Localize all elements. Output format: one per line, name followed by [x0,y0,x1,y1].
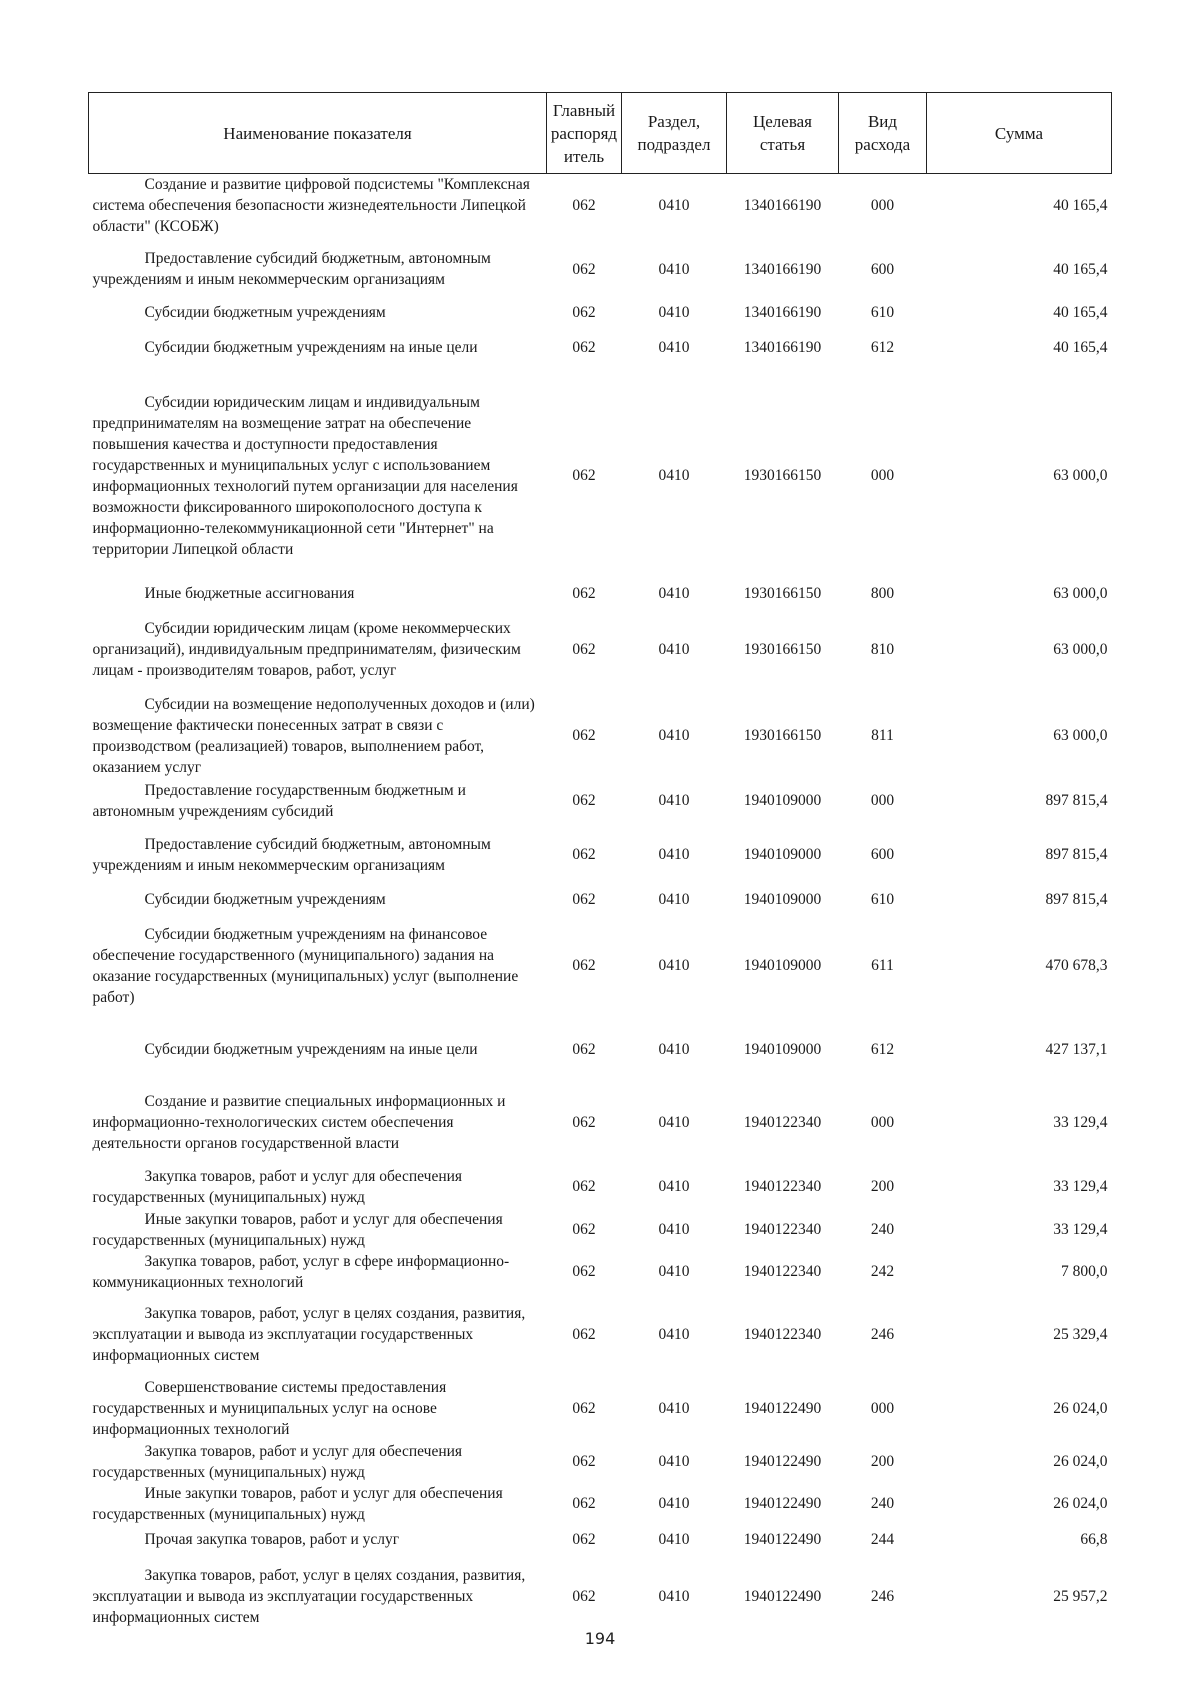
row-name: Субсидии на возмещение недополученных доходов и (или) возмещение фактически понесенных затрат в связи с производством (реализацией) товаров, выполнением работ, оказанием услуг [92,695,535,776]
table-row [89,238,1112,301]
row-sum: 63 000,0 [1053,585,1108,602]
row-target: 1940122340 [743,1178,822,1195]
row-name: Предоставление субсидий бюджетным, автономным учреждениям и иным некоммерческим организациям [92,250,491,288]
row-kind: 244 [870,1531,895,1548]
row-grbs: 062 [572,585,596,602]
row-kind: 000 [870,792,895,809]
row-sum: 470 678,3 [1045,957,1108,974]
row-kind: 200 [870,1178,895,1195]
table-row [89,371,1112,581]
row-target: 1340166190 [743,260,822,278]
row-section: 0410 [658,792,690,809]
row-kind: 246 [870,1588,895,1605]
row-kind: 000 [870,1400,895,1417]
row-sum: 25 957,2 [1053,1588,1108,1605]
table-row [89,1555,1112,1639]
row-target: 1340166190 [743,304,822,321]
row-kind: 240 [870,1221,895,1238]
table-row [89,325,1112,371]
row-sum: 897 815,4 [1045,846,1108,863]
row-section: 0410 [658,1263,690,1280]
row-target: 1930166150 [743,467,822,484]
row-target: 1940122490 [743,1495,822,1512]
row-name: Закупка товаров, работ и услуг для обеспечения государственных (муниципальных) нужд [92,1442,463,1481]
row-kind: 600 [870,260,895,278]
row-kind: 200 [870,1453,895,1470]
row-name: Субсидии бюджетным учреждениям [144,304,386,321]
row-grbs: 062 [572,1041,596,1058]
row-grbs: 062 [572,641,596,658]
header-sum: Сумма [927,93,1112,174]
table-row [89,1165,1112,1209]
row-sum: 7 800,0 [1061,1263,1108,1280]
row-name: Предоставление государственным бюджетным и автономным учреждениям субсидий [92,781,466,820]
table-row [89,581,1112,607]
table-row [89,174,1112,238]
table-row [89,1081,1112,1165]
row-section: 0410 [658,1453,690,1470]
row-name: Закупка товаров, работ, услуг в целях создания, развития, эксплуатации и вывода из эксплуатации государственных информационных систем [92,1305,526,1364]
row-grbs: 062 [572,467,596,484]
row-sum: 26 024,0 [1053,1495,1108,1512]
table-row [89,1209,1112,1251]
row-kind: 000 [870,467,895,484]
row-grbs: 062 [572,891,596,908]
row-name: Закупка товаров, работ, услуг в целях создания, развития, эксплуатации и вывода из эксплуатации государственных информационных систем [92,1567,526,1626]
table-row [89,1019,1112,1081]
row-name: Закупка товаров, работ и услуг для обеспечения государственных (муниципальных) нужд [92,1167,463,1206]
row-sum: 33 129,4 [1053,1221,1108,1238]
row-name: Субсидии юридическим лицам и индивидуальным предпринимателям на возмещение затрат на обеспечение повышения качества и доступности предоставления государственных и муниципальных услуг с использованием информационных технологий путем организации для населения возможности фиксированного широкополосного доступа к информационно-телекоммуникационной сети "Интернет" на территории Липецкой области [92,393,518,558]
row-target: 1940109000 [743,1041,822,1058]
table-row [89,1525,1112,1555]
row-kind: 611 [871,957,894,974]
row-section: 0410 [658,1114,690,1131]
row-name: Предоставление субсидий бюджетным, автономным учреждениям и иным некоммерческим организациям [92,835,491,874]
row-grbs: 062 [572,792,596,809]
row-section: 0410 [658,1326,690,1343]
row-section: 0410 [658,1495,690,1512]
row-target: 1940109000 [743,891,822,908]
row-name: Совершенствование системы предоставления государственных и муниципальных услуг на основе информационных технологий [92,1379,447,1438]
row-target: 1940109000 [743,846,822,863]
row-name: Создание и развитие специальных информационных и информационно-технологических систем обеспечения деятельности органов государственной власти [92,1093,506,1152]
row-target: 1940122340 [743,1114,822,1131]
row-section: 0410 [658,957,690,974]
row-name: Субсидии бюджетным учреждениям на иные цели [144,339,478,356]
header-name: Наименование показателя [89,93,547,174]
table-header-row [89,93,1112,174]
table-row [89,1377,1112,1441]
row-kind: 000 [870,1114,895,1131]
row-target: 1940122490 [743,1400,822,1417]
row-sum: 66,8 [1080,1531,1108,1548]
row-sum: 33 129,4 [1053,1178,1108,1195]
row-kind: 240 [870,1495,895,1512]
row-grbs: 062 [572,846,596,863]
row-grbs: 062 [572,260,596,278]
row-grbs: 062 [572,304,596,321]
row-kind: 810 [870,641,895,658]
row-section: 0410 [658,1588,690,1605]
row-sum: 33 129,4 [1053,1114,1108,1131]
table-row [89,1441,1112,1483]
row-sum: 63 000,0 [1053,467,1108,484]
row-sum: 26 024,0 [1053,1400,1108,1417]
row-kind: 800 [870,585,895,602]
row-grbs: 062 [572,1114,596,1131]
row-kind: 242 [870,1263,895,1280]
row-sum: 427 137,1 [1045,1041,1108,1058]
row-sum: 40 165,4 [1053,260,1108,278]
table-row [89,887,1112,913]
row-section: 0410 [658,1221,690,1238]
row-target: 1930166150 [743,585,822,602]
row-target: 1940122490 [743,1588,822,1605]
row-grbs: 062 [572,1326,596,1343]
row-target: 1940122490 [743,1531,822,1548]
row-name: Создание и развитие цифровой подсистемы "Комплексная система обеспечения безопасности жизнедеятельности Липецкой области" (КСОБЖ) [92,176,530,236]
row-section: 0410 [658,260,690,278]
row-kind: 612 [870,339,895,356]
row-sum: 40 165,4 [1053,197,1108,215]
row-grbs: 062 [572,339,596,356]
row-name: Субсидии юридическим лицам (кроме некоммерческих организаций), индивидуальным предпринимателям, физическим лицам - производителям товаров, работ, услуг [92,620,521,679]
table-row [89,823,1112,887]
row-target: 1940122490 [743,1453,822,1470]
row-sum: 26 024,0 [1053,1453,1108,1470]
row-kind: 612 [870,1041,895,1058]
row-name: Прочая закупка товаров, работ и услуг [144,1531,400,1548]
row-section: 0410 [658,339,690,356]
row-sum: 40 165,4 [1053,304,1108,321]
row-name: Иные бюджетные ассигнования [144,585,355,602]
table-row [89,607,1112,693]
header-section: Раздел, подраздел [622,93,727,174]
row-sum: 63 000,0 [1053,727,1108,744]
row-kind: 000 [870,197,895,215]
row-grbs: 062 [572,957,596,974]
row-section: 0410 [658,1400,690,1417]
row-name: Субсидии бюджетным учреждениям на финансовое обеспечение государственного (муниципального) задания на оказание государственных (муниципальных) услуг (выполнение работ) [92,925,519,1006]
row-kind: 610 [870,891,895,908]
table-row [89,1483,1112,1525]
row-name: Иные закупки товаров, работ и услуг для обеспечения государственных (муниципальных) нужд [92,1210,503,1249]
row-name: Иные закупки товаров, работ и услуг для обеспечения государственных (муниципальных) нужд [92,1484,503,1523]
header-kind: Вид расхода [839,93,927,174]
page-number: 194 [584,1629,616,1648]
row-kind: 246 [870,1326,895,1343]
row-grbs: 062 [572,1178,596,1195]
row-section: 0410 [658,641,690,658]
row-sum: 25 329,4 [1053,1326,1108,1343]
row-grbs: 062 [572,1531,596,1548]
row-sum: 63 000,0 [1053,641,1108,658]
row-sum: 897 815,4 [1045,891,1108,908]
row-grbs: 062 [572,197,596,215]
row-target: 1940122340 [743,1221,822,1238]
row-section: 0410 [658,585,690,602]
row-name: Закупка товаров, работ, услуг в сфере информационно-коммуникационных технологий [92,1252,510,1291]
row-grbs: 062 [572,1453,596,1470]
row-grbs: 062 [572,1263,596,1280]
row-grbs: 062 [572,1588,596,1605]
row-grbs: 062 [572,1495,596,1512]
table-row [89,301,1112,325]
row-name: Субсидии бюджетным учреждениям на иные цели [144,1041,478,1058]
row-section: 0410 [658,304,690,321]
row-target: 1930166150 [743,727,822,744]
table-row [89,1251,1112,1293]
row-target: 1930166150 [743,641,822,658]
budget-table [88,92,1112,1639]
row-section: 0410 [658,891,690,908]
row-name: Субсидии бюджетным учреждениям [144,891,386,908]
row-grbs: 062 [572,727,596,744]
row-grbs: 062 [572,1221,596,1238]
row-section: 0410 [658,1041,690,1058]
row-section: 0410 [658,1531,690,1548]
header-grbs: Главный распоряд итель [547,93,622,174]
row-section: 0410 [658,197,690,215]
row-section: 0410 [658,846,690,863]
row-section: 0410 [658,727,690,744]
table-row [89,779,1112,823]
row-section: 0410 [658,1178,690,1195]
row-kind: 811 [871,727,894,744]
row-sum: 897 815,4 [1045,792,1108,809]
row-target: 1340166190 [743,197,822,215]
row-target: 1940109000 [743,957,822,974]
row-target: 1940122340 [743,1263,822,1280]
row-target: 1940122340 [743,1326,822,1343]
row-grbs: 062 [572,1400,596,1417]
table-row [89,913,1112,1019]
table-row [89,1293,1112,1377]
row-kind: 610 [870,304,895,321]
row-sum: 40 165,4 [1053,339,1108,356]
row-kind: 600 [870,846,895,863]
row-target: 1940109000 [743,792,822,809]
row-target: 1340166190 [743,339,822,356]
table-row [89,693,1112,779]
row-section: 0410 [658,467,690,484]
header-target: Целевая статья [727,93,839,174]
